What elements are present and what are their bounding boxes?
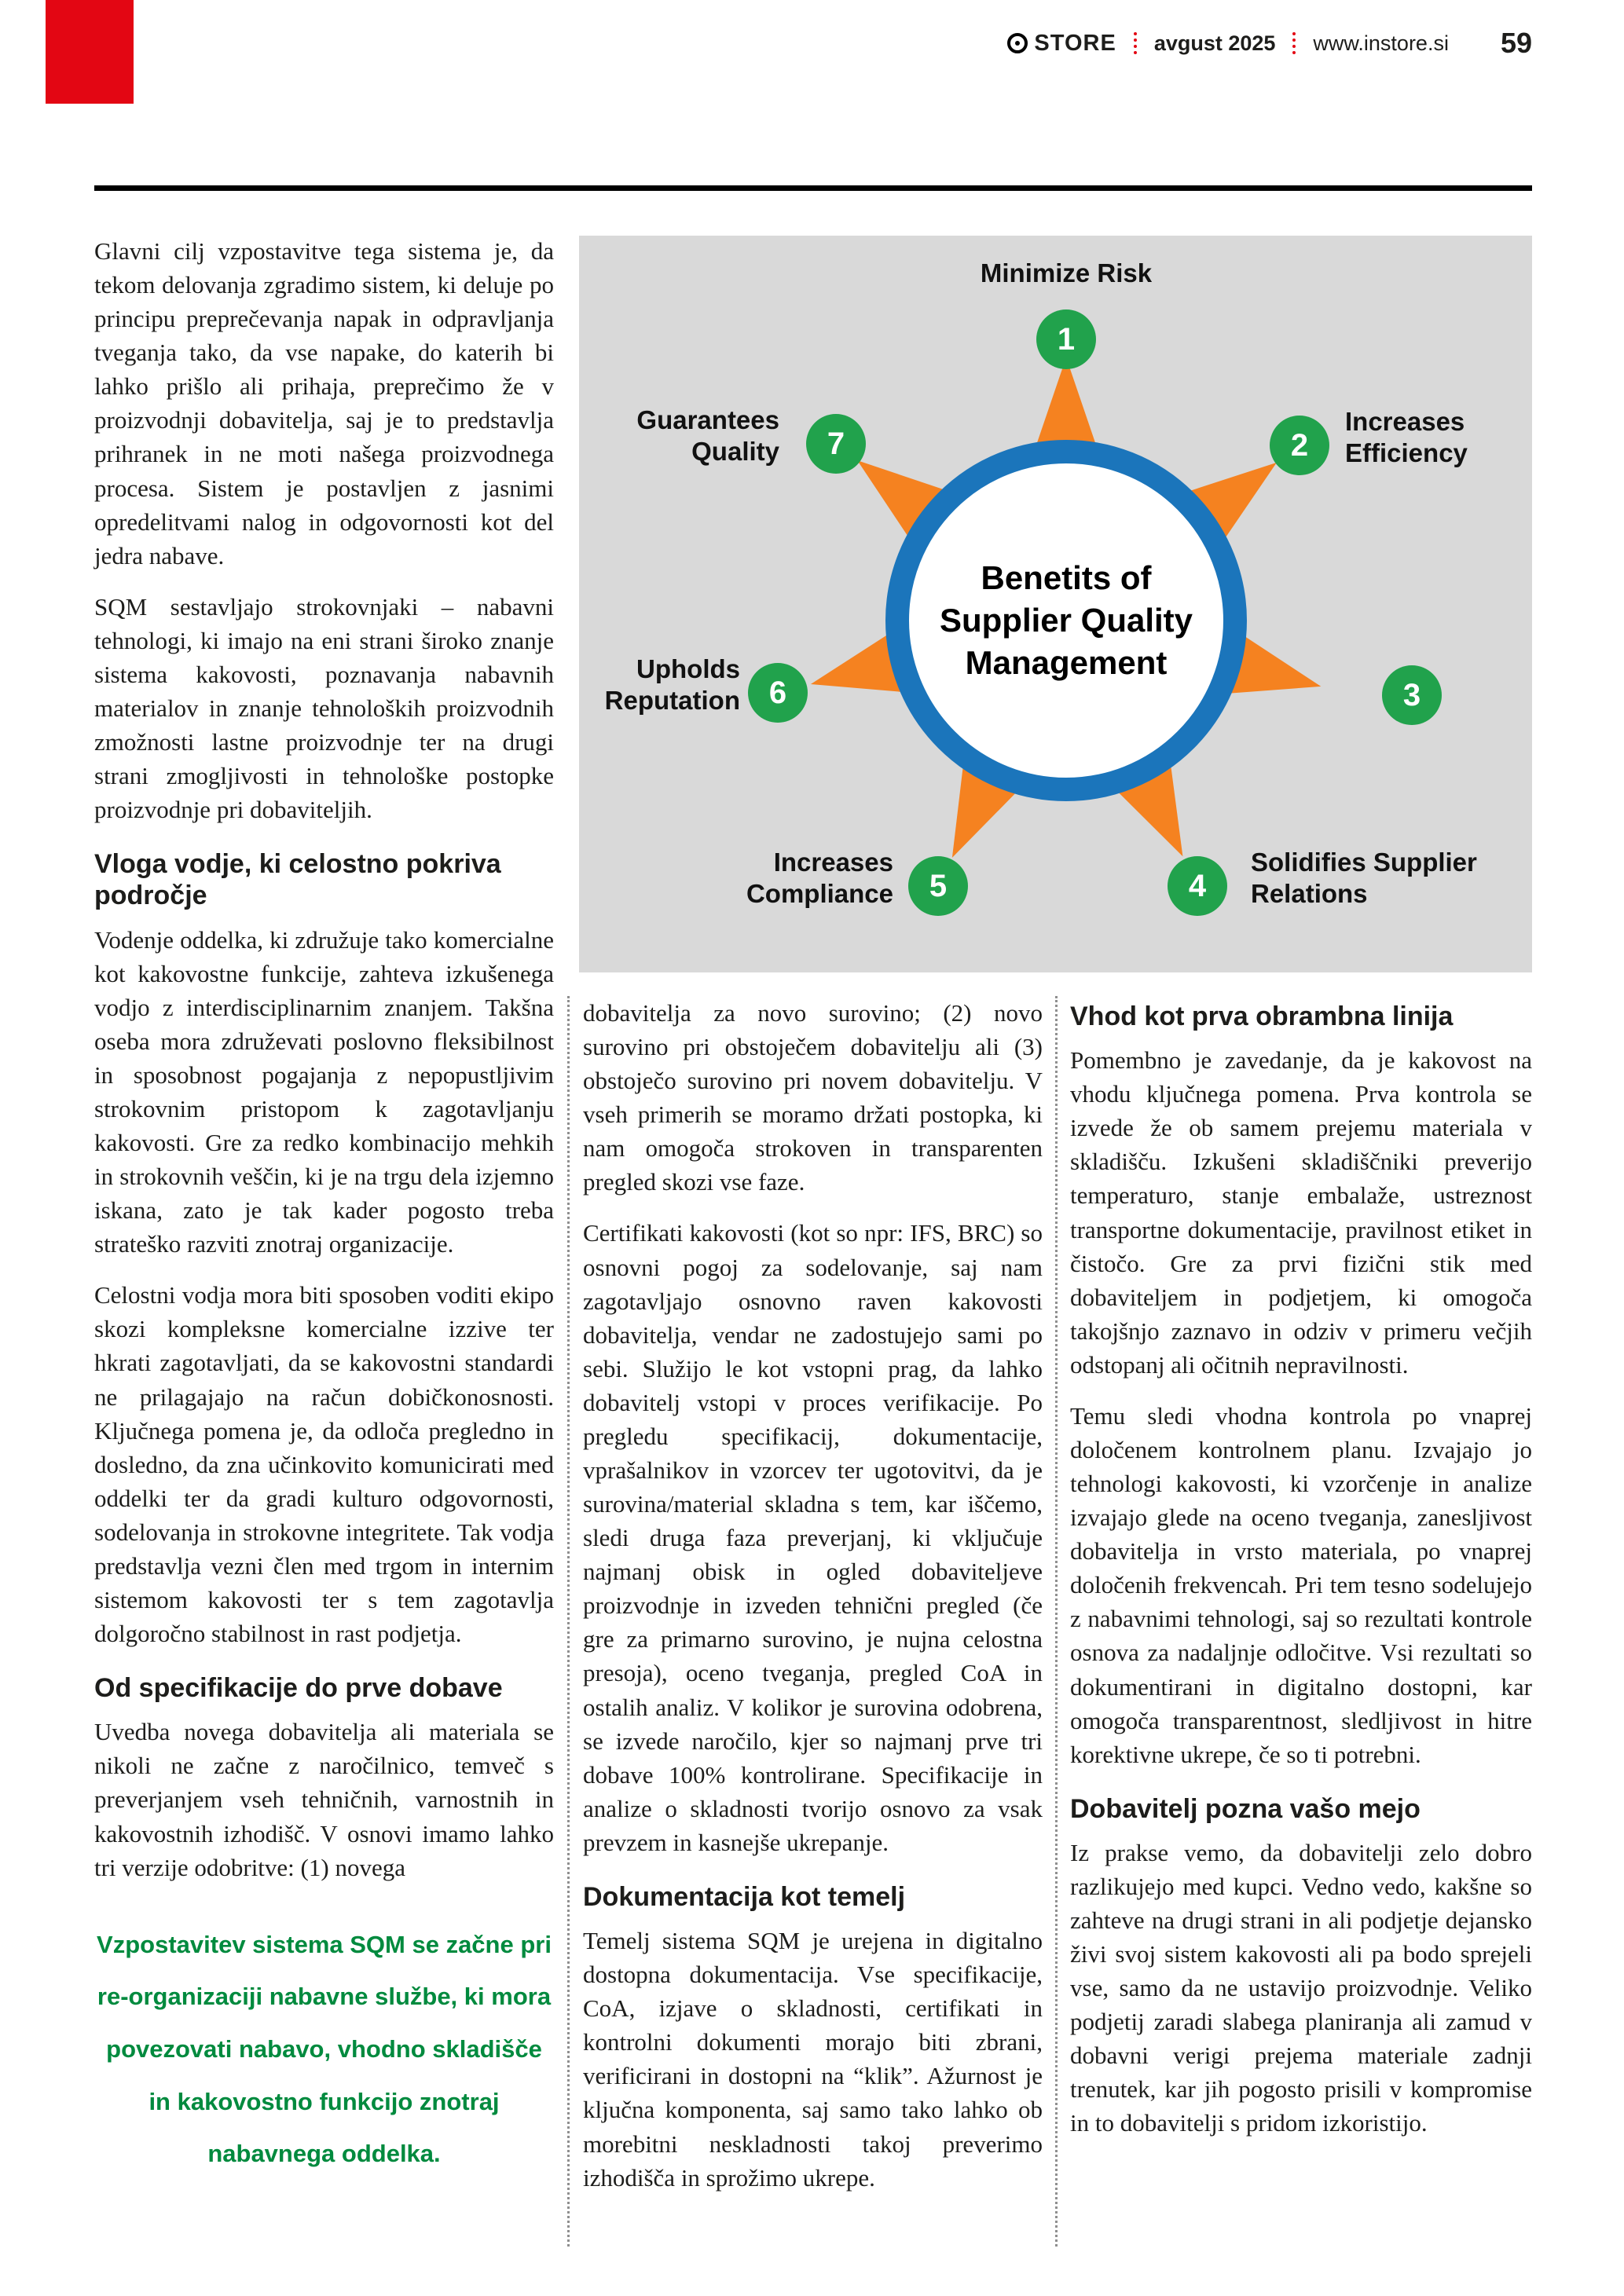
header-rule	[94, 185, 1532, 191]
diagram-title: Benetits of Supplier Quality Management	[939, 559, 1193, 681]
column-separator	[567, 996, 570, 2247]
benefit-node-3: 3	[1382, 665, 1442, 725]
store-logo-text: STORE	[1034, 30, 1116, 56]
benefit-node-6: 6	[748, 663, 808, 723]
benefit-label-5: Increases Compliance	[746, 848, 893, 909]
page-header	[94, 27, 1532, 60]
body-paragraph: Iz prakse vemo, da dobavitelji zelo dobro razlikujejo med kupci. Vedno vedo, kakšne so zahteve na drugi strani in ali podjetje dejansko živi svoj sistem kakovosti ali pa bodo sprejeli vse, samo da ne ustavijo proizvodnje. Veliko podjetij zaradi slabega planiranja ali zamud v dobavni verigi prejema materiale zadnji trenutek, kar jih pogosto prisili v kompromise in to dobavitelji s pridom izkoristijo.	[1070, 1838, 1532, 2137]
body-paragraph: Certifikati kakovosti (kot so npr: IFS, BRC) so osnovni pogoj za sodelovanje, saj nam zagotavljajo osnovno raven kakovosti dobavitelja, vendar ne zadostujejo sami po sebi. Služijo le kot vstopni prag, da lahko dobavitelj vstopi v proces verifikacije. Po pregledu specifikacij, dokumentacije, vprašalnikov in vzorcev ter ugotovitvi, da je surovina/material skladna s tem, kar iščemo, sledi druga faza preverjanj, ki vključuje najmanj obisk in ogled dobaviteljeve proizvodnje in izveden tehnični pregled (če gre za primarno surovino, je nujna celostna presoja), oceno tveganja, pregled CoA in ostalih analiz. V kolikor je surovina odobrena, se izvede naročilo, kjer so najmanj prve tri dobave 100% kontrolirane. Specifikacije in analize o skladnosti tvorijo osnovo za vsak prevzem in kasnejše ukrepanje.	[583, 1219, 1043, 1856]
benefit-node-4: 4	[1168, 856, 1227, 916]
header-meta	[1007, 31, 1449, 57]
store-logo	[1007, 31, 1116, 57]
body-paragraph: SQM sestavljajo strokovnjaki – nabavni tehnologi, ki imajo na eni strani široko znanje sistema kakovosti, poznavanja nabavnih materialov in znanje tehnoloških proizvodnih zmožnosti lastne proizvodnje ter na drugi strani zmogljivosti in tehnološke postopke proizvodnje pri dobaviteljih.	[94, 592, 554, 824]
benefit-label-1: Minimize Risk	[980, 258, 1153, 287]
benefit-node-1: 1	[1036, 309, 1096, 369]
website-url: www.instore.si	[1313, 31, 1449, 55]
benefit-label-7: Guarantees Quality	[636, 405, 779, 467]
header-separator	[1292, 32, 1296, 54]
heading-vhod: Vhod kot prva obrambna linija	[1070, 1002, 1454, 1031]
body-paragraph: Celostni vodja mora biti sposoben voditi ekipo skozi kompleksne komercialne izzive ter hkrati zagotavljati, da se kakovostni standardi ne prilagajajo na račun dobičkonosnosti. Ključnega pomena je, da odloča pregledno in dosledno, da zna učinkovito komunicirati med oddelki ter da gradi kulturo odgovornosti, sodelovanja in strokovne integritete. Tak vodja predstavlja vezni člen med trgom in internim sistemom kakovosti ter s tem zagotavlja dolgoročno stabilnost in rast podjetja.	[94, 1281, 554, 1648]
heading-vloga-vodje: Vloga vodje, ki celostno pokriva področje	[94, 849, 501, 911]
body-paragraph: Uvedba novega dobavitelja ali materiala se nikoli ne začne z naročilnico, temveč s preverjanjem vseh tehničnih, varnostnih in kakovostnih izhodišč. V osnovi imamo lahko tri verzije odobritve: (1) novega	[94, 1718, 554, 1881]
body-paragraph: dobavitelja za novo surovino; (2) novo surovino pri obstoječem dobavitelju ali (3) obstoječo surovino pri novem dobavitelju. V vseh primerih se moramo držati postopka, ki nam omogoča strokoven in transparenten pregled skozi vse faze.	[583, 999, 1043, 1196]
column-middle	[583, 996, 1043, 2212]
body-paragraph: Vodenje oddelka, ki združuje tako komercialne kot kakovostne funkcije, zahteva izkušenega vodjo z interdisciplinarnim znanjem. Takšna oseba mora združevati poslovno fleksibilnost in sposobnost pogajanja z nepopustljivim strokovnim pristopom k zagotavljanju kakovosti. Gre za redko kombinacijo mehkih in strokovnih veščin, ki je na trgu dela izjemno iskana, zato je tak kader pogosto treba strateško razviti znotraj organizacije.	[94, 925, 554, 1258]
instore-logo-icon	[1007, 33, 1028, 53]
column-right	[1070, 996, 1532, 2158]
column-left	[94, 234, 554, 2187]
benefit-node-2: 2	[1270, 416, 1329, 475]
issue-date: avgust 2025	[1153, 31, 1276, 55]
heading-od-specifikacije: Od specifikacije do prve dobave	[94, 1673, 503, 1704]
page-number: 59	[1500, 27, 1532, 59]
benefit-node-5: 5	[908, 856, 968, 916]
body-paragraph: Temu sledi vhodna kontrola po vnaprej določenem kontrolnem planu. Izvajajo jo tehnologi kakovosti, ki vzorčenje in analize izvajajo glede na oceno tveganja, zanesljivost dobavitelja in vrsto materiala, po vnaprej določenih frekvencah. Pri tem tesno sodelujejo z nabavnimi tehnologi, saj so rezultati kontrole osnova za nadaljnje odločitve. Vsi rezultati so dokumentirani in digitalno dostopni, kar omogoča transparentnost, sledljivost in hitre korektivne ukrepe, če so ti potrebni.	[1070, 1401, 1532, 1768]
heading-dobavitelj: Dobavitelj pozna vašo mejo	[1070, 1793, 1421, 1824]
header-separator	[1134, 32, 1137, 54]
benefit-label-2: Increases Efficiency	[1345, 407, 1468, 468]
benefit-label-4: Solidifies Supplier Relations	[1251, 848, 1477, 909]
body-paragraph: Temelj sistema SQM je urejena in digitalno dostopna dokumentacija. Vse specifikacije, CoA, izjave o skladnosti, certifikati in kontrolni dokumenti morajo biti zbrani, verificirani in dostopni na “klik”. Ažurnost je ključna komponenta, saj samo tako lahko ob morebitni neskladnosti takoj preverimo izhodišča in sprožimo ukrepe.	[583, 1927, 1043, 2192]
column-separator	[1055, 996, 1058, 2247]
body-paragraph: Glavni cilj vzpostavitve tega sistema je, da tekom delovanja zgradimo sistem, ki deluje po principu preprečevanja napak in odpravljanja tveganja tako, da vse napake, do katerih bi lahko prišlo ali prihaja, preprečimo že v proizvodnji dobavitelja, saj je to predstavlja prihranek in ne moti našega proizvodnega procesa. Sistem je postavljen z jasnimi opredelitvami nalog in odgovornosti kot del jedra nabave.	[94, 237, 554, 569]
body-paragraph: Pomembno je zavedanje, da je kakovost na vhodu ključnega pomena. Prva kontrola se izvede že ob samem prejemu materiala v skladišču. Izkušeni skladiščniki preverijo temperaturo, stanje embalaže, ustreznost transportne dokumentacije, pravilnost etiket in čistočo. Gre za prvi fizični stik med dobaviteljem in podjetjem, ki omogoča takojšnjo zaznavo in odziv v primeru večjih odstopanj ali očitnih nepravilnosti.	[1070, 1046, 1532, 1379]
heading-dokumentacija: Dokumentacija kot temelj	[583, 1881, 906, 1912]
benefit-node-7: 7	[806, 414, 866, 474]
pull-quote: Vzpostavitev sistema SQM se začne pri re-organizaciji nabavne službe, ki mora povezovati nabavo, vhodno skladišče in kakovostno funkcijo znotraj nabavnega oddelka.	[97, 1930, 552, 2168]
sqm-benefits-diagram	[579, 236, 1532, 972]
benefit-label-6: Upholds Reputation	[604, 654, 740, 716]
